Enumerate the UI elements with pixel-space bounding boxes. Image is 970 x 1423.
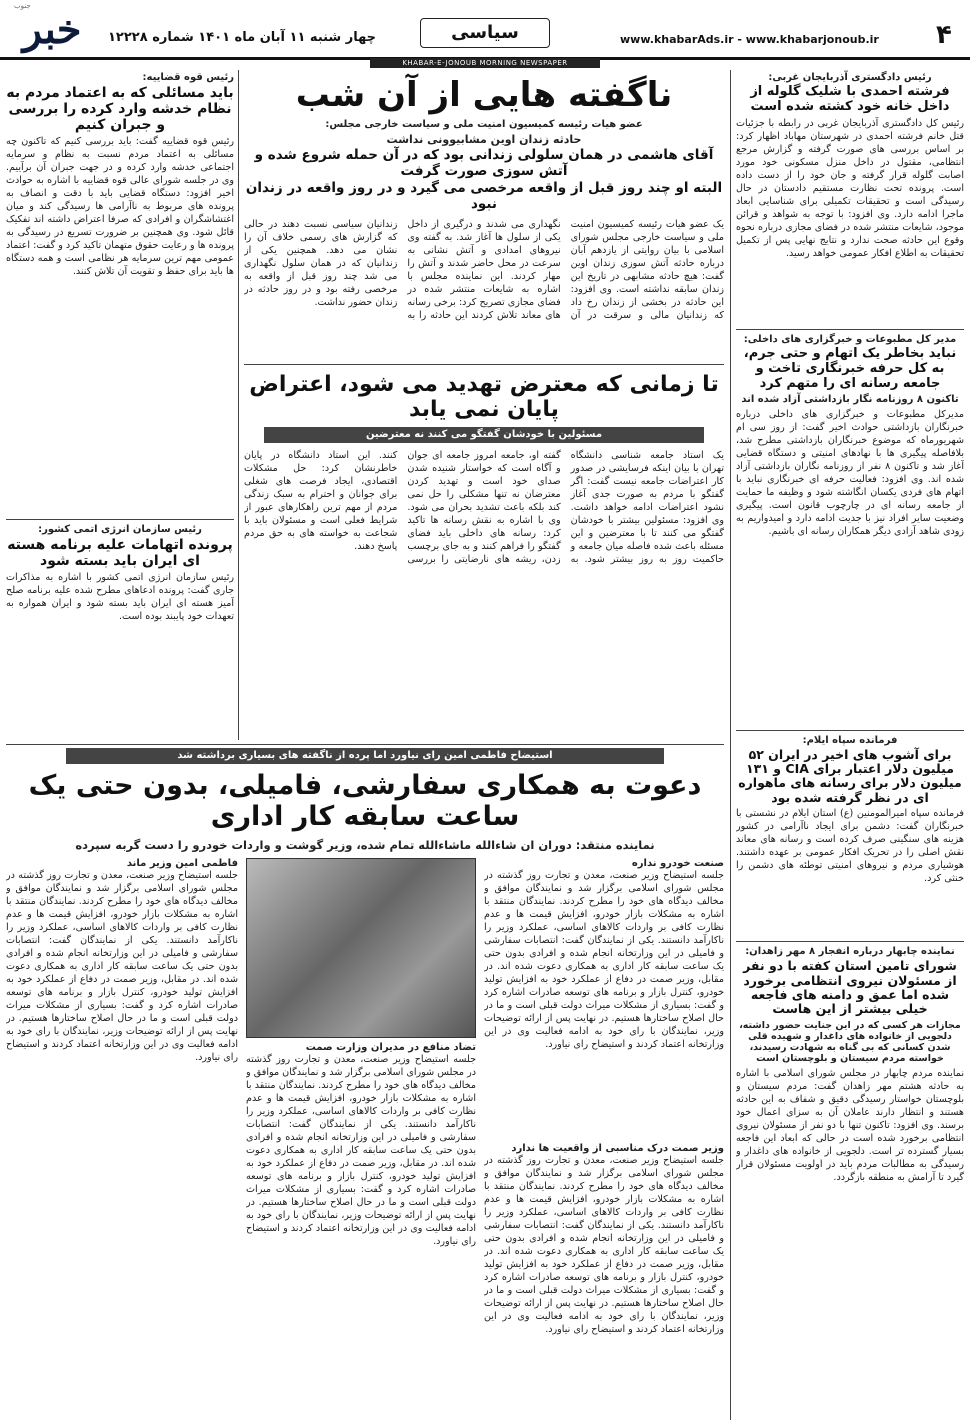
article-kicker: رئیس سازمان انرژی اتمی کشور:	[38, 524, 202, 536]
article-divider	[6, 519, 234, 520]
feature-headline: تا زمانی که معترض تهدید می شود، اعتراض پایان نمی یابد	[249, 372, 719, 423]
feature-body: جلسه استیضاح وزیر صنعت، معدن و تجارت روز گذشته در مجلس شورای اسلامی برگزار شد و نمایندگان موافق و مخالف دیدگاه های خود را مطرح کردند. نمایندگان منتقد با اشاره به مشکلات بازار خودرو، افزایش قیمت ها و عدم نظارت کافی بر واردات کالاهای اساسی، عملکرد وزیر را ناکارآمد دانستند. یکی از نمایندگان گفت: انتصابات سفارشی و فامیلی در این وزارتخانه انجام شده و افرادی بدون حتی یک ساعت سابقه کار اداری به همکاری دعوت شده اند. در مقابل، وزیر صمت در دفاع از عملکرد خود به افزایش تولید خودرو، کنترل بازار و برنامه های توسعه صادرات اشاره کرد و گفت: بسیاری از مشکلات میراث دولت قبلی است و ما در حال اصلاح ساختارها هستیم. در نهایت پس از ارائه توضیحات وزیر، نمایندگان با رای خود به ادامه فعالیت وی در این وزارتخانه اعتماد کردند و استیضاح رای نیاورد.	[484, 1155, 724, 1336]
feature-col	[246, 858, 476, 1423]
logo-subtitle: جنوب	[14, 2, 31, 10]
feature-col	[6, 858, 238, 1423]
feature-kicker-bar: استیضاح فاطمی امین رای نیاورد اما پرده از ناگفته های بسیاری برداشته شد	[66, 748, 664, 764]
article-body: رئیس قوه قضاییه گفت: باید بررسی کنیم که تاکنون چه مسائلی به اعتماد مردم نسبت به نظام و سرمایه اجتماعی خدشه وارد کرده و در جهت جبران آن برآییم. وی در جلسه شورای عالی قوه قضاییه با اشاره به حوادث اخیر افزود: دستگاه قضایی باید با دقت و انصاف به پرونده های مربوط به ناآرامی ها رسیدگی کند و میان اغتشاشگران و افرادی که صرفا اعتراض داشته اند تفکیک قائل شود. وی همچنین بر ضرورت تسریع در رسیدگی به پرونده ها و رعایت حقوق متهمان تاکید کرد و گفت: اعتماد عمومی مهم ترین سرمایه هر نظامی است و همه دستگاه ها باید برای حفظ و تقویت آن تلاش کنند.	[6, 136, 234, 278]
feature-col	[484, 858, 724, 1423]
feature-headline: ناگفته هایی از آن شب	[295, 75, 673, 115]
article-divider	[736, 329, 964, 330]
mid-feature	[244, 368, 724, 740]
feature-body: یک استاد جامعه شناسی دانشگاه تهران با بیان اینکه فرسایشی در صدور کار اعتراضات جامعه نیست گفت: اگر گفتگو با مردم به صورت جدی آغاز نشود اعتراضات ادامه خواهد داشت. وی افزود: مسئولین بیشتر با خودشان گفتگو می کنند تا با معترضین و این مسئله باعث شده فاصله میان جامعه و حاکمیت روز به روز بیشتر شود. به گفته او، جامعه امروز جامعه ای جوان و آگاه است که خواستار شنیده شدن صدای خود است و تهدید کردن معترضان نه تنها مشکلی را حل نمی کند بلکه باعث تشدید بحران می شود. وی با اشاره به نقش رسانه ها تاکید کرد: رسانه های داخلی باید فضای گفتگو را فراهم کنند و به جای برچسب زدن، ریشه های نارضایتی را بررسی کنند. این استاد دانشگاه در پایان خاطرنشان کرد: حل مشکلات اقتصادی، ایجاد فرصت های شغلی برای جوانان و احترام به سبک زندگی مردم از مهم ترین راهکارهای عبور از شرایط فعلی است و مسئولان باید با شجاعت به خواسته های به حق مردم پاسخ دهند.	[244, 449, 724, 565]
article-divider	[244, 364, 724, 365]
article-body: رئیس سازمان انرژی اتمی کشور با اشاره به مذاکرات جاری گفت: پرونده ادعاهای مطرح شده علیه برنامه صلح آمیز هسته ای ایران باید بسته شود و ایران همواره به تعهدات خود پایبند بوده است.	[6, 572, 234, 623]
article-body: مدیرکل مطبوعات و خبرگزاری های داخلی درباره خبرنگاران بازداشتی حوادث اخیر گفت: از روز سی ام شهریورماه که موضوع خبرنگاران بازداشتی مطرح شد، بلافاصله پیگیری ها با نهادهای امنیتی و دستگاه قضایی آغاز شد و تاکنون ۸ نفر از روزنامه نگاران بازداشتی آزاد شده اند. وی افزود: فعالیت حرفه ای خبرنگاری نباید با اتهام های فردی یکسان انگاشته شود و وظیفه ما حمایت از جامعه رسانه ای در چارچوب قانون است. پیگیری وضعیت سایر افراد نیز با جدیت ادامه دارد و امیدواریم به زودی شاهد آزادی دیگر همکاران رسانه ای باشیم.	[736, 408, 964, 537]
feature-columns	[6, 858, 724, 1423]
article-divider	[736, 941, 964, 942]
article-body: فرمانده سپاه امیرالمومنین (ع) استان ایلام در نشستی با خبرنگاران گفت: دشمن برای ایجاد ناآرامی در کشور هزینه های سنگینی صرف کرده است و رسانه های معاند نقش اصلی را در تحریک افکار عمومی بر عهده داشتند. هوشیاری مردم و نیروهای امنیتی توطئه های دشمن را خنثی کرد.	[736, 808, 964, 885]
article-headline: شورای تامین استان کفته با دو نفر از مسئولان نیروی انتظامی برخورد شده اما عمق و دامنه های فاجعه خیلی بیشتر از این هاست	[743, 958, 957, 1017]
article-kicker: فرمانده سپاه ایلام:	[802, 734, 898, 746]
top-feature	[244, 72, 724, 360]
right-column	[736, 72, 964, 1420]
page-number: ۴	[936, 20, 952, 50]
feature-deck: آقای هاشمی در همان سلولی زندانی بود که در آن حمله شروع شده و آتش سوزی صورت گرفت	[254, 147, 714, 179]
article-headline: برای آشوب های اخیر در ایران ۵۲ میلیون دلار اعتبار برای CIA و ۱۳۱ میلیون دلار برای رسانه های ماهواره ای در نظر گرفته شده بود	[738, 746, 962, 805]
article-headline: نباید بخاطر یک اتهام و حتی جرم، به کل حرفه خبرنگاری تاخت و جامعه رسانه ای را متهم کرد	[743, 345, 957, 391]
bottom-feature	[6, 748, 724, 1418]
article-body: نماینده مردم چابهار در مجلس شورای اسلامی با اشاره به حادثه هشتم مهر زاهدان گفت: مردم سیستان و بلوچستان خواستار رسیدگی دقیق و شفاف به این حادثه هستند و انتظار دارند عاملان آن به سزای اعمال خود برسند. وی افزود: تاکنون تنها با دو نفر از مسئولان نیروی انتظامی برخورد شده است در حالی که ابعاد این فاجعه بسیار گسترده تر است. دلجویی از خانواده های داغدار و رسیدگی به مطالبات مردم باید در اولویت مسئولان قرار گیرد تا آرامش به منطقه بازگردد.	[736, 1067, 964, 1183]
article-divider	[6, 744, 724, 745]
feature-deck: حادثه زندان اوین مشابیوونی نداشت	[386, 133, 582, 147]
article-kicker: مدیر کل مطبوعات و خبرگزاری های داخلی:	[743, 333, 957, 345]
article-lead: مجازات هر کسی که در این جنایت حضور داشته، دلجویی از خانواده های داغدار و شهیده قلی شدن کسانی که بی گناه به شهادت رسیدند، خواسته مردم سیستان و بلوچستان است	[739, 1019, 961, 1064]
feature-subhead: صنعت خودرو نداره	[631, 858, 724, 870]
website-urls[interactable]: www.khabarAds.ir - www.khabarjonoub.ir	[620, 33, 879, 46]
minister-photo	[246, 858, 476, 1038]
section-label: سیاسی	[420, 18, 550, 48]
masthead	[0, 0, 970, 58]
feature-deck: نماینده منتقد: دوران ان شاءالله ماشاءالله تمام شده، وزیر گوشت و واردات خودرو را دست گربه سپرده	[75, 838, 655, 853]
left-column	[6, 72, 234, 740]
feature-body: جلسه استیضاح وزیر صنعت، معدن و تجارت روز گذشته در مجلس شورای اسلامی برگزار شد و نمایندگان موافق و مخالف دیدگاه های خود را مطرح کردند. نمایندگان منتقد با اشاره به مشکلات بازار خودرو، افزایش قیمت ها و عدم نظارت کافی بر واردات کالاهای اساسی، عملکرد وزیر را ناکارآمد دانستند. یکی از نمایندگان گفت: انتصابات سفارشی و فامیلی در این وزارتخانه انجام شده و افرادی بدون حتی یک ساعت سابقه کار اداری به همکاری دعوت شده اند. در مقابل، وزیر صمت در دفاع از عملکرد خود به افزایش تولید خودرو، کنترل بازار و برنامه های توسعه صادرات اشاره کرد و گفت: بسیاری از مشکلات میراث دولت قبلی است و ما در حال اصلاح ساختارها هستیم. در نهایت پس از ارائه توضیحات وزیر، نمایندگان با رای خود به ادامه فعالیت وی در این وزارتخانه اعتماد کردند و استیضاح رای نیاورد.	[246, 1054, 476, 1248]
feature-body: جلسه استیضاح وزیر صنعت، معدن و تجارت روز گذشته در مجلس شورای اسلامی برگزار شد و نمایندگان موافق و مخالف دیدگاه های خود را مطرح کردند. نمایندگان منتقد با اشاره به مشکلات بازار خودرو، افزایش قیمت ها و عدم نظارت کافی بر واردات کالاهای اساسی، عملکرد وزیر را ناکارآمد دانستند. یکی از نمایندگان گفت: انتصابات سفارشی و فامیلی در این وزارتخانه انجام شده و افرادی بدون حتی یک ساعت سابقه کار اداری به همکاری دعوت شده اند. در مقابل، وزیر صمت در دفاع از عملکرد خود به افزایش تولید خودرو، کنترل بازار و برنامه های توسعه صادرات اشاره کرد و گفت: بسیاری از مشکلات میراث دولت قبلی است و ما در حال اصلاح ساختارها هستیم. در نهایت پس از ارائه توضیحات وزیر، نمایندگان با رای خود به ادامه فعالیت وی در این وزارتخانه اعتماد کردند و استیضاح رای نیاورد.	[484, 870, 724, 1051]
article-body: رئیس کل دادگستری آذربایجان غربی در رابطه با جزئیات قتل خانم فرشته احمدی در شهرستان مهاباد اظهار کرد: بر اساس بررسی های صورت گرفته و گزارش مرجع انتظامی، مقتول در داخل منزل مسکونی خود مورد اصابت گلوله قرار گرفته و جان خود را از دست داده است. پرونده تحت نظارت مستقیم دادستان در حال رسیدگی است و تحقیقات تکمیلی برای شناسایی ابعاد ماجرا ادامه دارد. وی افزود: با توجه به شواهد و قرائن موجود، شایعات منتشر شده در فضای مجازی درباره نحوه وقوع این حادثه صحت ندارد و نتایج نهایی پس از تکمیل تحقیقات به اطلاع افکار عمومی خواهد رسید.	[736, 117, 964, 259]
column-divider	[238, 70, 239, 740]
article-subhead: تاکنون ۸ روزنامه نگار بازداشتی آزاد شده اند	[741, 393, 959, 405]
feature-headline: دعوت به همکاری سفارشی، فامیلی، بدون حتی یک ساعت سابقه کار اداری	[28, 770, 702, 833]
masthead-band: KHABAR-E-JONOUB MORNING NEWSPAPER	[370, 58, 600, 68]
article-headline: فرشته احمدی با شلیک گلوله از داخل خانه خود کشته شده است	[750, 84, 950, 114]
article-kicker: نماینده چابهار درباره انفجار ۸ مهر زاهدان:	[745, 946, 955, 958]
article-kicker: رئیس قوه قضاییه:	[142, 72, 234, 83]
feature-subhead: فاطمی امین وزیر ماند	[126, 858, 238, 870]
feature-deck: البته او چند روز قبل از واقعه مرخصی می گیرد و در روز واقعه در زندان نبود	[245, 180, 723, 212]
newspaper-logo: خبر	[22, 6, 82, 53]
feature-body: جلسه استیضاح وزیر صنعت، معدن و تجارت روز گذشته در مجلس شورای اسلامی برگزار شد و نمایندگان موافق و مخالف دیدگاه های خود را مطرح کردند. نمایندگان منتقد با اشاره به مشکلات بازار خودرو، افزایش قیمت ها و عدم نظارت کافی بر واردات کالاهای اساسی، عملکرد وزیر را ناکارآمد دانستند. یکی از نمایندگان گفت: انتصابات سفارشی و فامیلی در این وزارتخانه انجام شده و افرادی بدون حتی یک ساعت سابقه کار اداری به همکاری دعوت شده اند. در مقابل، وزیر صمت در دفاع از عملکرد خود به افزایش تولید خودرو، کنترل بازار و برنامه های توسعه صادرات اشاره کرد و گفت: بسیاری از مشکلات میراث دولت قبلی است و ما در حال اصلاح ساختارها هستیم. در نهایت پس از ارائه توضیحات وزیر، نمایندگان با رای خود به ادامه فعالیت وی در این وزارتخانه اعتماد کردند و استیضاح رای نیاورد.	[6, 870, 238, 1064]
article-kicker: رئیس دادگستری آذربایجان غربی:	[768, 72, 932, 83]
feature-subhead: وزیر صمت درک مناسبی از واقعیت ها ندارد	[511, 1143, 724, 1155]
column-divider	[730, 70, 731, 1420]
article-headline: باید مسائلی که به اعتماد مردم به نظام خدشه وارد کرده را بررسی و جبران کنیم	[6, 85, 234, 134]
feature-body: یک عضو هیات رئیسه کمیسیون امنیت ملی و سیاست خارجی مجلس شورای اسلامی با بیان روایتی از یازدهم آبان درباره حادثه آتش سوزی زندان اوین گفت: هیچ حادثه مشابهی در تاریخ این زندان سابقه نداشته است. وی افزود: این حادثه در بخشی از زندان رخ داد که زندانیان مالی و سرقت در آن نگهداری می شدند و درگیری از داخل یکی از سلول ها آغاز شد. به گفته وی نیروهای امدادی و آتش نشانی به سرعت در محل حاضر شدند و آتش را مهار کردند. این نماینده مجلس با اشاره به شایعات منتشر شده در فضای مجازی تصریح کرد: برخی رسانه های معاند تلاش کردند این حادثه را به زندانیان سیاسی نسبت دهند در حالی که گزارش های رسمی خلاف آن را نشان می دهد. همچنین یکی از زندانیان که در همان سلول نگهداری می شد چند روز قبل از واقعه به مرخصی رفته بود و در روز حادثه در زندان حضور نداشت.	[244, 219, 724, 322]
article-divider	[736, 730, 964, 731]
issue-date: چهار شنبه ۱۱ آبان ماه ۱۴۰۱ شماره ۱۲۲۲۸	[108, 30, 377, 45]
feature-subhead: تضاد منافع در مدیران وزارت صمت	[305, 1042, 476, 1054]
article-headline: پرونده اتهامات علیه برنامه هسته ای ایران باید بسته شود	[7, 537, 233, 570]
feature-bar: مسئولین با خودشان گفتگو می کنند نه معترضین	[264, 427, 704, 443]
feature-kicker: عضو هیات رئیسه کمیسیون امنیت ملی و سیاست خارجی مجلس:	[325, 119, 643, 131]
